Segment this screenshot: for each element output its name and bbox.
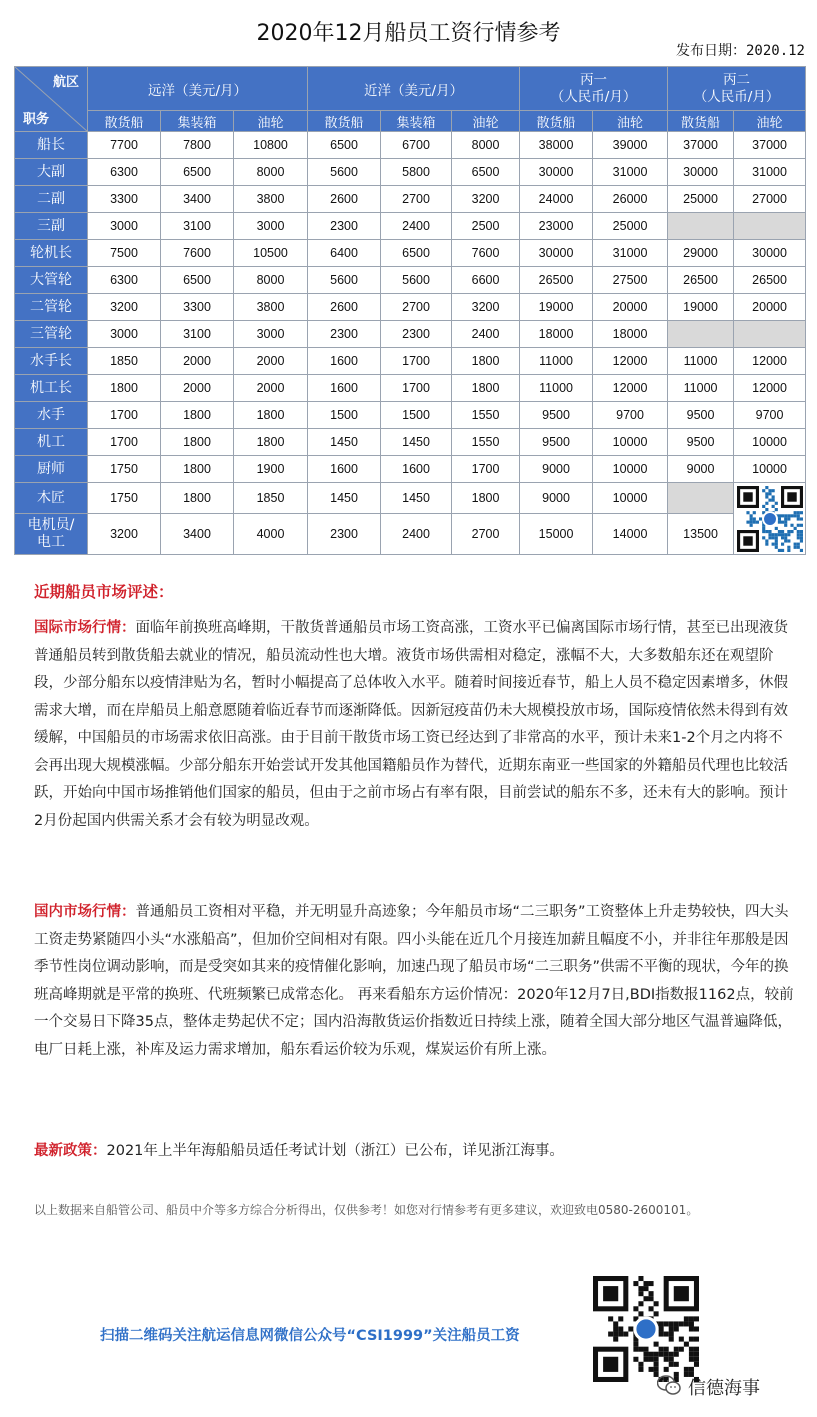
salary-cell: 13500 [668,514,734,555]
salary-cell: 8000 [234,159,308,186]
qr-caption: 扫描二维码关注航运信息网微信公众号“CSI1999”关注船员工资 [100,1328,520,1344]
vessel-type-header: 散货船 [88,111,161,132]
vessel-type-header: 油轮 [734,111,806,132]
salary-cell: 1700 [88,402,161,429]
salary-cell: 6600 [452,267,520,294]
salary-cell: 3300 [88,186,161,213]
salary-cell: 18000 [520,321,593,348]
salary-table [14,66,806,555]
qr-code-icon [593,1276,699,1382]
vessel-type-header: 散货船 [520,111,593,132]
salary-cell: 1500 [308,402,381,429]
salary-cell: 26500 [668,267,734,294]
corner-position-label: 职务 [23,112,50,127]
salary-cell: 9700 [593,402,668,429]
salary-cell: 31000 [734,159,806,186]
salary-cell: 1600 [308,348,381,375]
salary-cell: 3000 [88,321,161,348]
position-label: 二管轮 [15,294,88,321]
position-label: 三副 [15,213,88,240]
salary-cell: 1800 [161,402,234,429]
salary-cell: 6500 [308,132,381,159]
salary-cell: 1550 [452,402,520,429]
salary-cell: 10800 [234,132,308,159]
salary-cell: 1800 [234,402,308,429]
salary-cell: 2700 [381,186,452,213]
salary-cell: 15000 [520,514,593,555]
salary-cell: 39000 [593,132,668,159]
table-row [15,429,806,456]
salary-cell: 3200 [88,514,161,555]
salary-cell: 7500 [88,240,161,267]
policy-section [34,1138,794,1166]
salary-cell: 30000 [520,159,593,186]
salary-cell: 2300 [308,321,381,348]
salary-cell: 27000 [734,186,806,213]
salary-cell: 7600 [161,240,234,267]
international-text: 面临年前换班高峰期，干散货普通船员市场工资高涨，工资水平已偏离国际市场行情，甚至已出现液货普通船员转到散货船去就业的情况，船员流动性也大增。液货市场供需相对稳定，涨幅不大，大多数船东还在观望阶段，少部分船东以疫情津贴为名，暂时小幅提高了总体收入水平。随着时间接近春节，船上人员不稳定因素增多，休假需求大增，而在岸船员上船意愿随着临近春节而逐渐降低。因新冠疫苗仍未大规模投放市场，国际疫情依然未得到有效缓解，中国船员的市场需求依旧高涨。由于目前干散货市场工资已经达到了非常高的水平，预计未来1-2个月之内将不会再出现大规模涨幅。少部分船东开始尝试开发其他国籍船员作为替代，近期东南亚一些国家的外籍船员代理也比较活跃，开始向中国市场推销他们国家的船员，但由于之前市场占有率有限，目前尝试的船东不多，还未有大的影响。预计2月份起国内供需关系才会有较为明显改观。 [34,620,788,829]
table-row [15,213,806,240]
vessel-type-header: 集装箱 [161,111,234,132]
policy-label: 最新政策： [34,1143,107,1159]
salary-cell: 1600 [308,456,381,483]
position-label: 机工长 [15,375,88,402]
salary-cell: 26000 [593,186,668,213]
salary-cell: 19000 [520,294,593,321]
salary-cell: 11000 [668,348,734,375]
salary-cell: 3400 [161,514,234,555]
empty-cell [668,483,734,514]
brand-name: 信德海事 [688,1378,760,1399]
vessel-type-header-row [15,111,806,132]
salary-cell: 6300 [88,159,161,186]
salary-cell: 2500 [452,213,520,240]
table-row [15,267,806,294]
wechat-icon [657,1374,681,1396]
salary-cell: 1450 [308,429,381,456]
salary-cell: 1700 [381,348,452,375]
empty-cell [668,321,734,348]
salary-cell: 9500 [520,402,593,429]
salary-cell: 6300 [88,267,161,294]
table-row [15,321,806,348]
empty-cell [734,213,806,240]
salary-cell: 23000 [520,213,593,240]
table-row [15,294,806,321]
salary-cell: 6500 [161,159,234,186]
salary-cell: 12000 [593,348,668,375]
salary-cell: 14000 [593,514,668,555]
salary-cell: 3000 [88,213,161,240]
salary-cell: 1600 [308,375,381,402]
salary-cell: 2400 [381,213,452,240]
salary-cell: 10000 [593,456,668,483]
salary-cell: 1800 [161,456,234,483]
salary-cell: 3100 [161,213,234,240]
corner-region-label: 航区 [52,75,79,90]
table-row [15,159,806,186]
salary-cell: 12000 [593,375,668,402]
table-row [15,402,806,429]
salary-cell: 1750 [88,483,161,514]
salary-cell: 10000 [734,429,806,456]
table-row [15,483,806,514]
salary-cell: 25000 [593,213,668,240]
salary-cell: 2600 [308,186,381,213]
region-header-row [15,67,806,111]
salary-cell: 1750 [88,456,161,483]
salary-cell: 20000 [593,294,668,321]
salary-cell: 19000 [668,294,734,321]
salary-cell: 9500 [668,429,734,456]
salary-cell: 3100 [161,321,234,348]
table-row [15,375,806,402]
position-label: 电机员/ 电工 [15,514,88,555]
salary-cell: 1500 [381,402,452,429]
salary-cell: 5600 [381,267,452,294]
table-row [15,240,806,267]
salary-cell: 2600 [308,294,381,321]
salary-cell: 2700 [452,514,520,555]
salary-cell: 1550 [452,429,520,456]
salary-cell: 2000 [161,348,234,375]
salary-cell: 2300 [308,213,381,240]
salary-cell: 37000 [668,132,734,159]
position-label: 轮机长 [15,240,88,267]
salary-cell: 3200 [452,186,520,213]
salary-cell: 3000 [234,213,308,240]
salary-cell: 25000 [668,186,734,213]
policy-text: 2021年上半年海船船员适任考试计划（浙江）已公布，详见浙江海事。 [106,1143,564,1159]
salary-cell: 1800 [234,429,308,456]
salary-cell: 1800 [452,375,520,402]
salary-cell: 6500 [452,159,520,186]
position-label: 大管轮 [15,267,88,294]
salary-cell: 1800 [161,483,234,514]
corner-cell [15,67,88,132]
salary-cell: 8000 [452,132,520,159]
salary-cell: 12000 [734,348,806,375]
vessel-type-header: 油轮 [593,111,668,132]
salary-cell: 3000 [234,321,308,348]
salary-cell: 30000 [734,240,806,267]
salary-cell: 3300 [161,294,234,321]
disclaimer-note: 以上数据来自船管公司、船员中介等多方综合分析得出，仅供参考！如您对行情参考有更多建议，欢迎致电0580-2600101。 [34,1203,699,1217]
region-header: 丙二 （人民币/月） [668,67,806,111]
salary-cell: 2400 [452,321,520,348]
salary-cell: 1850 [234,483,308,514]
salary-cell: 1700 [381,375,452,402]
salary-cell: 31000 [593,240,668,267]
salary-cell: 2300 [308,514,381,555]
salary-cell: 2300 [381,321,452,348]
vessel-type-header: 油轮 [234,111,308,132]
salary-cell: 6700 [381,132,452,159]
region-header: 远洋（美元/月） [88,67,308,111]
empty-cell [668,213,734,240]
salary-cell: 2000 [161,375,234,402]
domestic-section [34,899,794,1064]
international-label: 国际市场行情： [34,620,136,636]
position-label: 水手 [15,402,88,429]
salary-cell: 10000 [593,483,668,514]
salary-cell: 3200 [88,294,161,321]
position-label: 三管轮 [15,321,88,348]
position-label: 水手长 [15,348,88,375]
vessel-type-header: 散货船 [668,111,734,132]
position-label: 机工 [15,429,88,456]
salary-cell: 10000 [734,456,806,483]
salary-cell: 1700 [88,429,161,456]
salary-cell: 2000 [234,348,308,375]
salary-cell: 1450 [381,429,452,456]
international-section [34,615,794,835]
commentary-heading: 近期船员市场评述： [34,583,174,601]
vessel-type-header: 油轮 [452,111,520,132]
salary-cell: 9000 [520,483,593,514]
salary-cell: 38000 [520,132,593,159]
region-header: 丙一 （人民币/月） [520,67,668,111]
position-label: 船长 [15,132,88,159]
salary-cell: 3800 [234,294,308,321]
salary-cell: 1800 [161,429,234,456]
page-title: 2020年12月船员工资行情参考 [256,21,561,46]
qr-code-cell [734,483,806,555]
salary-cell: 20000 [734,294,806,321]
table-row [15,456,806,483]
salary-cell: 6500 [161,267,234,294]
salary-cell: 1450 [308,483,381,514]
position-label: 厨师 [15,456,88,483]
salary-cell: 5600 [308,159,381,186]
table-row [15,514,806,555]
region-header: 近洋（美元/月） [308,67,520,111]
position-label: 二副 [15,186,88,213]
salary-cell: 1600 [381,456,452,483]
empty-cell [734,321,806,348]
salary-cell: 9500 [668,402,734,429]
salary-cell: 5800 [381,159,452,186]
salary-table-body [15,132,806,555]
salary-cell: 11000 [520,375,593,402]
salary-cell: 30000 [668,159,734,186]
salary-cell: 9700 [734,402,806,429]
salary-cell: 11000 [668,375,734,402]
salary-cell: 3400 [161,186,234,213]
salary-cell: 1800 [88,375,161,402]
position-label: 木匠 [15,483,88,514]
salary-cell: 6500 [381,240,452,267]
salary-cell: 2400 [381,514,452,555]
vessel-type-header: 散货船 [308,111,381,132]
salary-cell: 1800 [452,483,520,514]
table-row [15,132,806,159]
salary-cell: 6400 [308,240,381,267]
salary-cell: 18000 [593,321,668,348]
salary-cell: 31000 [593,159,668,186]
salary-cell: 7700 [88,132,161,159]
qr-code-icon [737,486,803,552]
salary-cell: 3200 [452,294,520,321]
publish-date: 发布日期：2020.12 [675,43,805,59]
salary-cell: 27500 [593,267,668,294]
salary-cell: 26500 [520,267,593,294]
salary-cell: 9500 [520,429,593,456]
salary-cell: 26500 [734,267,806,294]
salary-cell: 1900 [234,456,308,483]
salary-cell: 37000 [734,132,806,159]
salary-cell: 10000 [593,429,668,456]
salary-cell: 2700 [381,294,452,321]
salary-cell: 1700 [452,456,520,483]
salary-cell: 9000 [668,456,734,483]
salary-cell: 1800 [452,348,520,375]
salary-cell: 9000 [520,456,593,483]
salary-cell: 2000 [234,375,308,402]
salary-cell: 7600 [452,240,520,267]
salary-cell: 1850 [88,348,161,375]
salary-cell: 3800 [234,186,308,213]
salary-cell: 1450 [381,483,452,514]
salary-cell: 11000 [520,348,593,375]
domestic-label: 国内市场行情： [34,904,136,920]
salary-cell: 4000 [234,514,308,555]
salary-cell: 12000 [734,375,806,402]
table-row [15,348,806,375]
salary-cell: 29000 [668,240,734,267]
salary-cell: 24000 [520,186,593,213]
position-label: 大副 [15,159,88,186]
salary-cell: 30000 [520,240,593,267]
salary-cell: 10500 [234,240,308,267]
vessel-type-header: 集装箱 [381,111,452,132]
salary-cell: 8000 [234,267,308,294]
domestic-text: 普通船员工资相对平稳，并无明显升高迹象；今年船员市场“二三职务”工资整体上升走势较快，四大头工资走势紧随四小头“水涨船高”，但加价空间相对有限。四小头能在近几个月接连加薪且幅度不小，并非往年那般是因季节性岗位调动影响，而是受突如其来的疫情催化影响，加速凸现了船员市场“二三职务”供需不平衡的现状，今年的换班高峰期就是平常的换班、代班频繁已成常态化。 再来看船东方运价情况：2020年12月7日,BDI指数报1162点，较前一个交易日下降35点，整体走势起伏不定；国内沿海散货运价指数近日持续上涨，随着全国大部分地区气温普遍降低，电厂日耗上涨，补库及运力需求增加，船东看运价较为乐观，煤炭运价有所上涨。 [34,904,794,1058]
salary-cell: 5600 [308,267,381,294]
table-row [15,186,806,213]
salary-cell: 7800 [161,132,234,159]
